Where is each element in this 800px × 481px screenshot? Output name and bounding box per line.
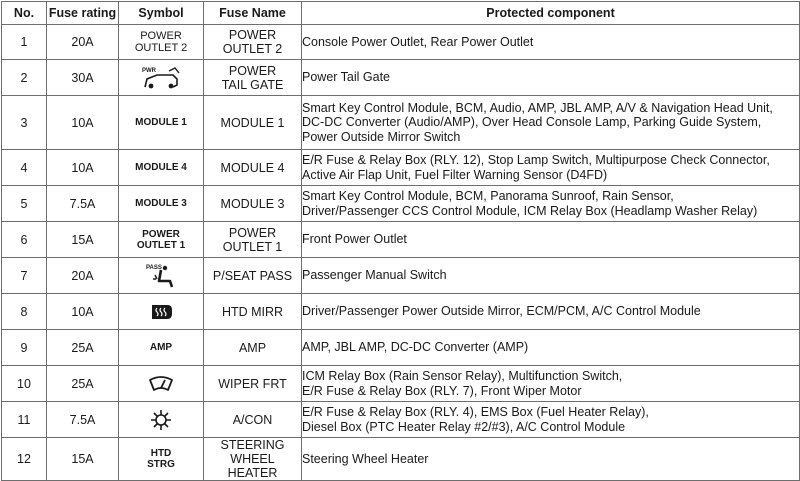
fuse-name-label: STEERING WHEEL HEATER (220, 438, 285, 480)
symbol-label: POWER OUTLET 2 (134, 30, 188, 54)
fuse-name (204, 186, 302, 222)
fuse-no: 12 (2, 438, 47, 481)
fuse-symbol (119, 330, 204, 366)
fuse-name (204, 330, 302, 366)
fuse-no: 2 (2, 60, 47, 96)
fuse-rating: 20A (47, 258, 119, 294)
fuse-name-label: HTD MIRR (221, 304, 284, 319)
fuse-rating: 25A (47, 330, 119, 366)
fuse-symbol (119, 186, 204, 222)
fuse-no: 7 (2, 258, 47, 294)
table-row (2, 258, 800, 294)
power-tailgate-icon (139, 65, 183, 91)
fuse-rating: 15A (47, 222, 119, 258)
symbol-label: AMP (149, 342, 173, 353)
table-row (2, 25, 800, 60)
component-text: Console Power Outlet, Rear Power Outlet (302, 34, 534, 49)
fuse-no: 10 (2, 366, 47, 402)
fuse-rating: 25A (47, 366, 119, 402)
protected-component (302, 294, 800, 330)
fuse-symbol (119, 150, 204, 186)
fuse-rating: 10A (47, 96, 119, 150)
fuse-symbol (119, 96, 204, 150)
fuse-no: 5 (2, 186, 47, 222)
table-row (2, 186, 800, 222)
fuse-symbol (119, 294, 204, 330)
fuse-name-label: WIPER FRT (218, 376, 287, 391)
fuse-name-label: P/SEAT PASS (212, 268, 293, 283)
fuse-name (204, 222, 302, 258)
fuse-symbol (119, 60, 204, 96)
protected-component (302, 258, 800, 294)
protected-component (302, 366, 800, 402)
fuse-no: 6 (2, 222, 47, 258)
header-symbol: Symbol (119, 2, 204, 25)
fuse-no: 1 (2, 25, 47, 60)
symbol-label: PWR (142, 67, 156, 74)
fuse-symbol (119, 366, 204, 402)
table-row (2, 366, 800, 402)
fuse-no: 4 (2, 150, 47, 186)
fuse-rating: 10A (47, 150, 119, 186)
fuse-name (204, 366, 302, 402)
component-text: Steering Wheel Heater (302, 451, 429, 466)
component-text: Driver/Passenger Power Outside Mirror, ECM/PCM, A/C Control Module (302, 304, 701, 319)
fuse-rating: 20A (47, 25, 119, 60)
fuse-rating: 7.5A (47, 402, 119, 438)
header-row (2, 2, 800, 25)
header-component: Protected component (302, 2, 800, 25)
component-text: Power Tail Gate (302, 70, 391, 85)
fuse-name (204, 96, 302, 150)
fuse-name (204, 150, 302, 186)
symbol-label: MODULE 1 (135, 117, 187, 128)
fuse-name-label: A/CON (232, 412, 273, 427)
fuse-name-label: POWER TAIL GATE (221, 63, 284, 92)
fuse-no: 9 (2, 330, 47, 366)
table-row (2, 438, 800, 481)
header-no: No. (2, 2, 47, 25)
fuse-name-label: MODULE 3 (220, 196, 285, 211)
fuse-name-label: POWER OUTLET 1 (222, 225, 283, 254)
ac-snowflake-icon (150, 409, 172, 431)
protected-component (302, 186, 800, 222)
component-text: E/R Fuse & Relay Box (RLY. 4), EMS Box (Fuel Heater Relay), Diesel Box (PTC Heater Relay #2/#3), A/C Control Module (302, 405, 649, 434)
fuse-no: 3 (2, 96, 47, 150)
seat-pass-icon (141, 262, 181, 290)
fuse-rating: 7.5A (47, 186, 119, 222)
table-row (2, 330, 800, 366)
fuse-name-label: AMP (238, 340, 267, 355)
symbol-label: HTD STRG (147, 448, 175, 470)
protected-component (302, 402, 800, 438)
symbol-label: MODULE 3 (135, 198, 187, 209)
component-text: Passenger Manual Switch (302, 268, 447, 283)
header-rating: Fuse rating (47, 2, 119, 25)
protected-component (302, 150, 800, 186)
fuse-symbol (119, 438, 204, 481)
fuse-name-label: POWER OUTLET 2 (222, 28, 283, 56)
fuse-name (204, 438, 302, 481)
fuse-name (204, 60, 302, 96)
component-text: ICM Relay Box (Rain Sensor Relay), Multifunction Switch, E/R Fuse & Relay Box (RLY. 7), Front Wiper Motor (302, 369, 623, 398)
component-text: E/R Fuse & Relay Box (RLY. 12), Stop Lamp Switch, Multipurpose Check Connector, Active Air Flap Unit, Fuel Filter Warning Sensor (D4FD) (302, 153, 770, 182)
component-text: Smart Key Control Module, BCM, Panorama Sunroof, Rain Sensor, Driver/Passenger CCS Control Module, ICM Relay Box (Headlamp Washer Relay) (302, 189, 758, 218)
fuse-name (204, 25, 302, 60)
fuse-table (1, 1, 800, 481)
protected-component (302, 25, 800, 60)
component-text: Front Power Outlet (302, 232, 407, 247)
fuse-symbol (119, 222, 204, 258)
symbol-label: PASS (146, 264, 162, 271)
fuse-rating: 30A (47, 60, 119, 96)
symbol-label: MODULE 4 (135, 162, 187, 173)
table-row (2, 402, 800, 438)
component-text: AMP, JBL AMP, DC-DC Converter (AMP) (302, 340, 529, 355)
fuse-no: 8 (2, 294, 47, 330)
protected-component (302, 438, 800, 481)
table-row (2, 60, 800, 96)
table-row (2, 150, 800, 186)
fuse-symbol (119, 258, 204, 294)
protected-component (302, 60, 800, 96)
wiper-icon (148, 375, 174, 393)
protected-component (302, 96, 800, 150)
fuse-symbol (119, 402, 204, 438)
component-text: Smart Key Control Module, BCM, Audio, AMP, JBL AMP, A/V & Navigation Head Unit, DC-DC Converter (Audio/AMP), Over Head Console Lamp, Parking Guide System, Power Outside Mirror Switch (302, 100, 773, 144)
fuse-name (204, 294, 302, 330)
fuse-symbol (119, 25, 204, 60)
fuse-rating: 15A (47, 438, 119, 481)
fuse-rating: 10A (47, 294, 119, 330)
table-row (2, 222, 800, 258)
symbol-label: POWER OUTLET 1 (136, 228, 186, 251)
protected-component (302, 330, 800, 366)
protected-component (302, 222, 800, 258)
fuse-no: 11 (2, 402, 47, 438)
fuse-name (204, 402, 302, 438)
fuse-name-label: MODULE 4 (220, 160, 285, 175)
table-row (2, 294, 800, 330)
header-name: Fuse Name (204, 2, 302, 25)
fuse-name-label: MODULE 1 (220, 115, 285, 130)
fuse-name (204, 258, 302, 294)
heated-mirror-icon (148, 302, 174, 322)
table-row (2, 96, 800, 150)
